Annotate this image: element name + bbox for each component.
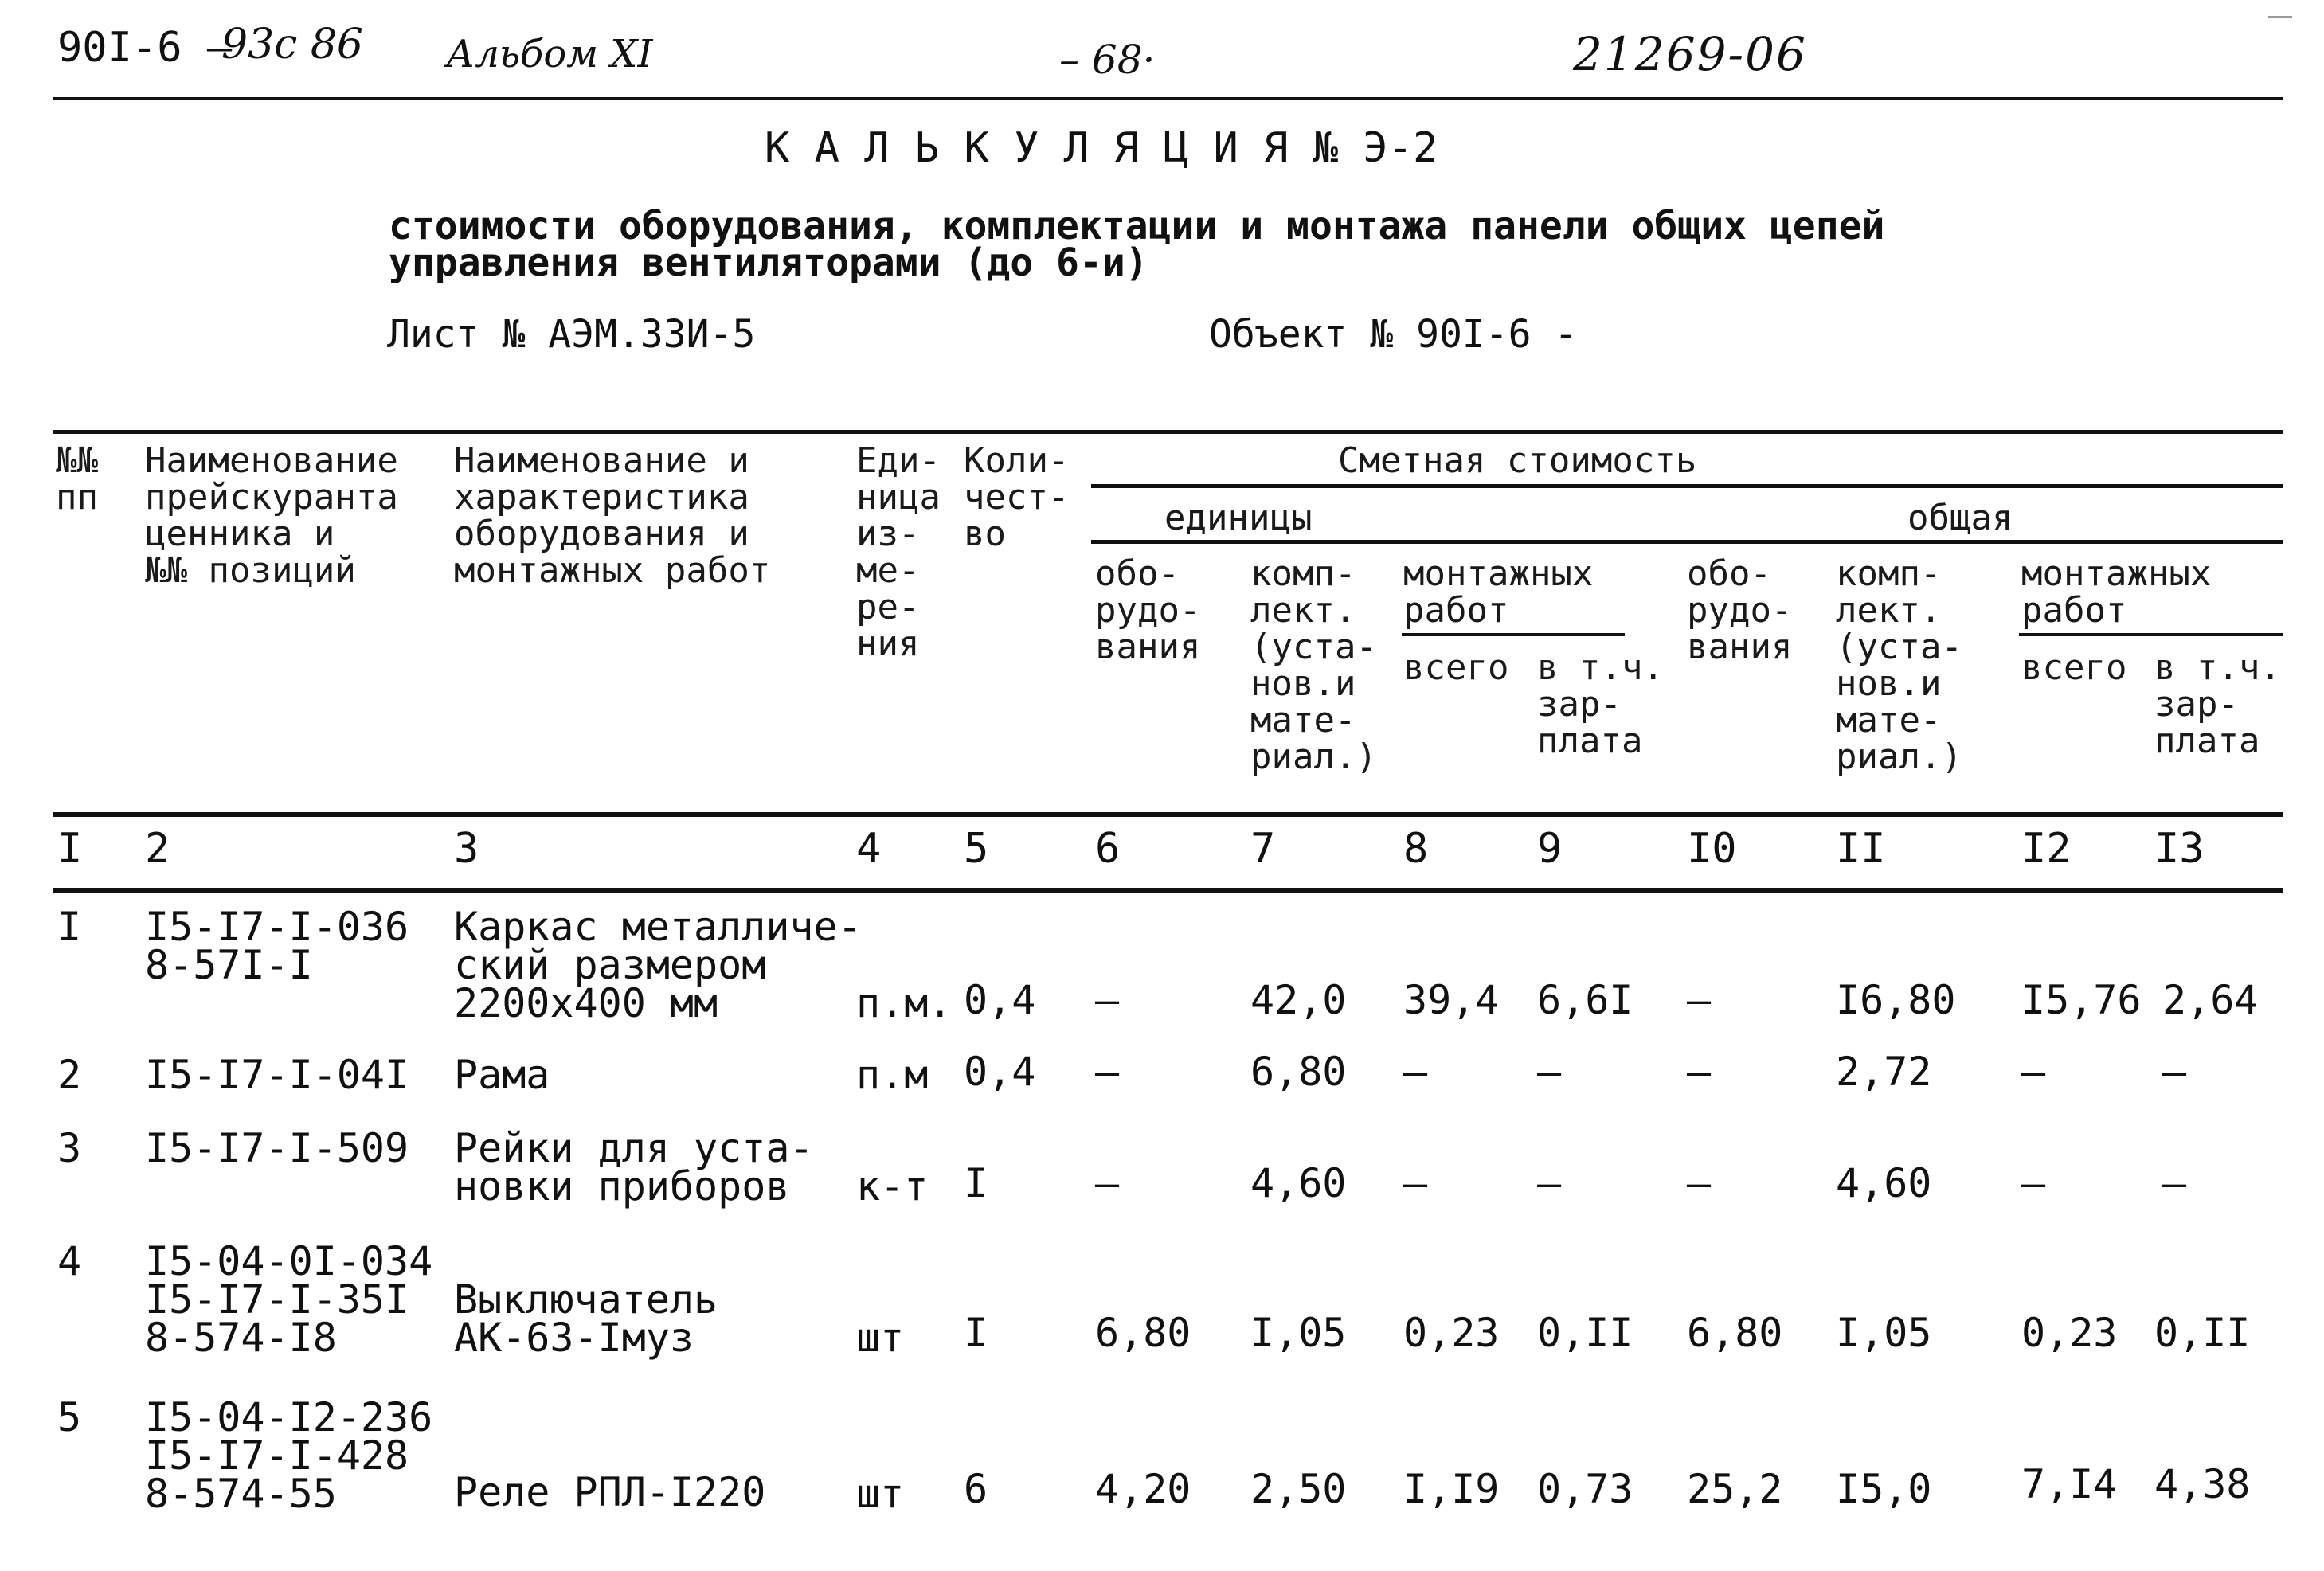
row-quantity: 0,4 bbox=[964, 977, 1036, 1023]
column-number: 3 bbox=[454, 825, 479, 873]
row-c10: – bbox=[1687, 977, 1712, 1023]
series-code-handwritten: 93с 86 bbox=[221, 21, 363, 68]
row-quantity: I bbox=[964, 1310, 988, 1356]
row-quantity: 6 bbox=[964, 1466, 988, 1512]
column-number: 4 bbox=[856, 825, 882, 873]
header-price-list: Наименование прейскуранта ценника и №№ позиций bbox=[145, 440, 398, 591]
row-number: 3 bbox=[57, 1125, 82, 1171]
column-number: II bbox=[1836, 825, 1886, 873]
row-name: Реле РПЛ-I220 bbox=[454, 1469, 766, 1515]
column-number: 5 bbox=[964, 825, 989, 873]
row-name: Выключатель АК-63-Iмуз bbox=[454, 1276, 718, 1361]
column-number: 9 bbox=[1537, 825, 1563, 873]
header-per-unit: единицы bbox=[1164, 498, 1313, 538]
row-c11: I6,80 bbox=[1836, 977, 1956, 1023]
page-number: – 68· bbox=[1059, 37, 1156, 83]
row-c8: – bbox=[1403, 1049, 1428, 1095]
row-c12: I5,76 bbox=[2021, 977, 2142, 1023]
header-total-rabot: работ bbox=[2021, 590, 2127, 631]
row-code: I5-I7-I-04I bbox=[145, 1052, 409, 1098]
row-c8: 39,4 bbox=[1403, 977, 1500, 1023]
header-total-montazh: монтажных bbox=[2021, 553, 2212, 594]
header-total-vsego: всего bbox=[2021, 647, 2127, 688]
header-unit: Еди- ница из- ме- ре- ния bbox=[856, 440, 941, 664]
row-name: Каркас металличе- ский размером 2200х400 мм bbox=[454, 904, 862, 1026]
row-c13: 4,38 bbox=[2154, 1461, 2251, 1507]
column-number: I3 bbox=[2154, 825, 2205, 873]
row-quantity: I bbox=[964, 1160, 988, 1206]
row-number: 5 bbox=[57, 1394, 82, 1440]
row-c6: 4,20 bbox=[1095, 1466, 1191, 1512]
row-c6: – bbox=[1095, 1160, 1120, 1206]
row-c12: – bbox=[2021, 1049, 2046, 1095]
colnum-bottom-rule bbox=[53, 888, 2283, 893]
row-c12: 7,I4 bbox=[2021, 1461, 2118, 1507]
row-c8: 0,23 bbox=[1403, 1310, 1500, 1356]
row-unit: п.м bbox=[856, 1052, 929, 1098]
header-row-number: №№ пп bbox=[56, 440, 98, 518]
row-c10: 6,80 bbox=[1687, 1310, 1783, 1356]
row-c6: – bbox=[1095, 1049, 1120, 1095]
row-number: 2 bbox=[57, 1052, 82, 1098]
row-c10: 25,2 bbox=[1687, 1466, 1783, 1512]
object-number: Объект № 90I-6 - bbox=[1209, 312, 1578, 357]
row-c8: – bbox=[1403, 1160, 1428, 1206]
row-c7: 42,0 bbox=[1250, 977, 1347, 1023]
row-c7: 6,80 bbox=[1250, 1049, 1347, 1095]
row-c9: 0,73 bbox=[1537, 1466, 1633, 1512]
row-c11: 4,60 bbox=[1836, 1160, 1932, 1206]
column-number: 8 bbox=[1403, 825, 1429, 873]
header-quantity: Коли- чест- во bbox=[964, 440, 1070, 554]
row-unit: шт bbox=[856, 1315, 905, 1361]
header-unit-wage: в т.ч. зар- плата bbox=[1537, 647, 1664, 761]
row-c10: – bbox=[1687, 1160, 1712, 1206]
subtitle-line-1: стоимости оборудования, комплектации и монтажа панели общих цепей bbox=[389, 204, 1885, 248]
row-c11: I5,0 bbox=[1836, 1466, 1932, 1512]
row-c8: I,I9 bbox=[1403, 1466, 1500, 1512]
table-top-rule bbox=[53, 430, 2283, 434]
row-unit: шт bbox=[856, 1471, 905, 1517]
document-title: К А Л Ь К У Л Я Ц И Я № Э-2 bbox=[765, 124, 1438, 172]
column-number: I bbox=[57, 825, 83, 873]
row-c10: – bbox=[1687, 1049, 1712, 1095]
column-number: I0 bbox=[1687, 825, 1737, 873]
row-code: I5-I7-I-509 bbox=[145, 1125, 409, 1171]
row-c13: – bbox=[2162, 1160, 2187, 1206]
subtitle-line-2: управления вентиляторами (до 6-и) bbox=[389, 240, 1148, 285]
row-c11: I,05 bbox=[1836, 1310, 1932, 1356]
row-c7: 4,60 bbox=[1250, 1160, 1347, 1206]
row-name: Рейки для уста- новки приборов bbox=[454, 1125, 814, 1210]
header-total-wage: в т.ч. зар- плата bbox=[2154, 647, 2281, 761]
row-c9: 6,6I bbox=[1537, 977, 1633, 1023]
row-c6: 6,80 bbox=[1095, 1310, 1191, 1356]
row-c13: – bbox=[2162, 1049, 2187, 1095]
header-equipment-name: Наименование и характеристика оборудования и монтажных работ bbox=[454, 440, 771, 591]
header-total: общая bbox=[1907, 498, 2013, 538]
smetnaya-rule bbox=[1091, 484, 2283, 488]
row-unit: к-т bbox=[856, 1163, 929, 1210]
header-unit-rabot: работ bbox=[1403, 590, 1509, 631]
top-rule bbox=[53, 97, 2283, 100]
row-code: I5-04-0I-034 I5-I7-I-35I 8-574-I8 bbox=[145, 1238, 433, 1361]
header-unit-vsego: всего bbox=[1403, 647, 1509, 688]
sheet-number: Лист № АЭМ.33И-5 bbox=[387, 312, 756, 357]
row-c13: 0,II bbox=[2154, 1310, 2251, 1356]
row-c9: – bbox=[1537, 1160, 1562, 1206]
header-total-complect: комп- лект. (уста- нов.и мате- риал.) bbox=[1836, 553, 1962, 777]
header-bottom-rule bbox=[53, 812, 2283, 817]
row-c7: 2,50 bbox=[1250, 1466, 1347, 1512]
row-code: I5-04-I2-236 I5-I7-I-428 8-574-55 bbox=[145, 1394, 433, 1517]
column-number: 2 bbox=[145, 825, 170, 873]
document-number: 21269-06 bbox=[1573, 27, 1807, 81]
subgroup-rule bbox=[1091, 540, 2283, 544]
row-name: Рама bbox=[454, 1052, 550, 1098]
row-c12: 0,23 bbox=[2021, 1310, 2118, 1356]
row-c9: 0,II bbox=[1537, 1310, 1633, 1356]
row-quantity: 0,4 bbox=[964, 1049, 1036, 1095]
header-total-equipment: обо- рудо- вания bbox=[1687, 553, 1793, 667]
column-number: 6 bbox=[1095, 825, 1121, 873]
row-unit: п.м. bbox=[856, 980, 953, 1026]
row-c12: – bbox=[2021, 1160, 2046, 1206]
row-number: I bbox=[57, 904, 82, 950]
series-code: 90I-6 – bbox=[57, 24, 233, 72]
album-label: Альбом XI bbox=[446, 32, 653, 76]
header-estimated-cost: Сметная стоимость bbox=[1338, 440, 1697, 481]
header-unit-equipment: обо- рудо- вания bbox=[1095, 553, 1201, 667]
column-number: 7 bbox=[1250, 825, 1276, 873]
corner-mark bbox=[2268, 16, 2292, 18]
row-c9: – bbox=[1537, 1049, 1562, 1095]
row-number: 4 bbox=[57, 1238, 82, 1284]
row-code: I5-I7-I-036 8-57I-I bbox=[145, 904, 409, 988]
header-unit-montazh: монтажных bbox=[1403, 553, 1594, 594]
row-c7: I,05 bbox=[1250, 1310, 1347, 1356]
montazh-unit-rule bbox=[1402, 633, 1625, 636]
row-c13: 2,64 bbox=[2162, 977, 2259, 1023]
column-number: I2 bbox=[2021, 825, 2072, 873]
montazh-total-rule bbox=[2019, 633, 2283, 636]
row-c6: – bbox=[1095, 977, 1120, 1023]
row-c11: 2,72 bbox=[1836, 1049, 1932, 1095]
header-unit-complect: комп- лект. (уста- нов.и мате- риал.) bbox=[1250, 553, 1377, 777]
